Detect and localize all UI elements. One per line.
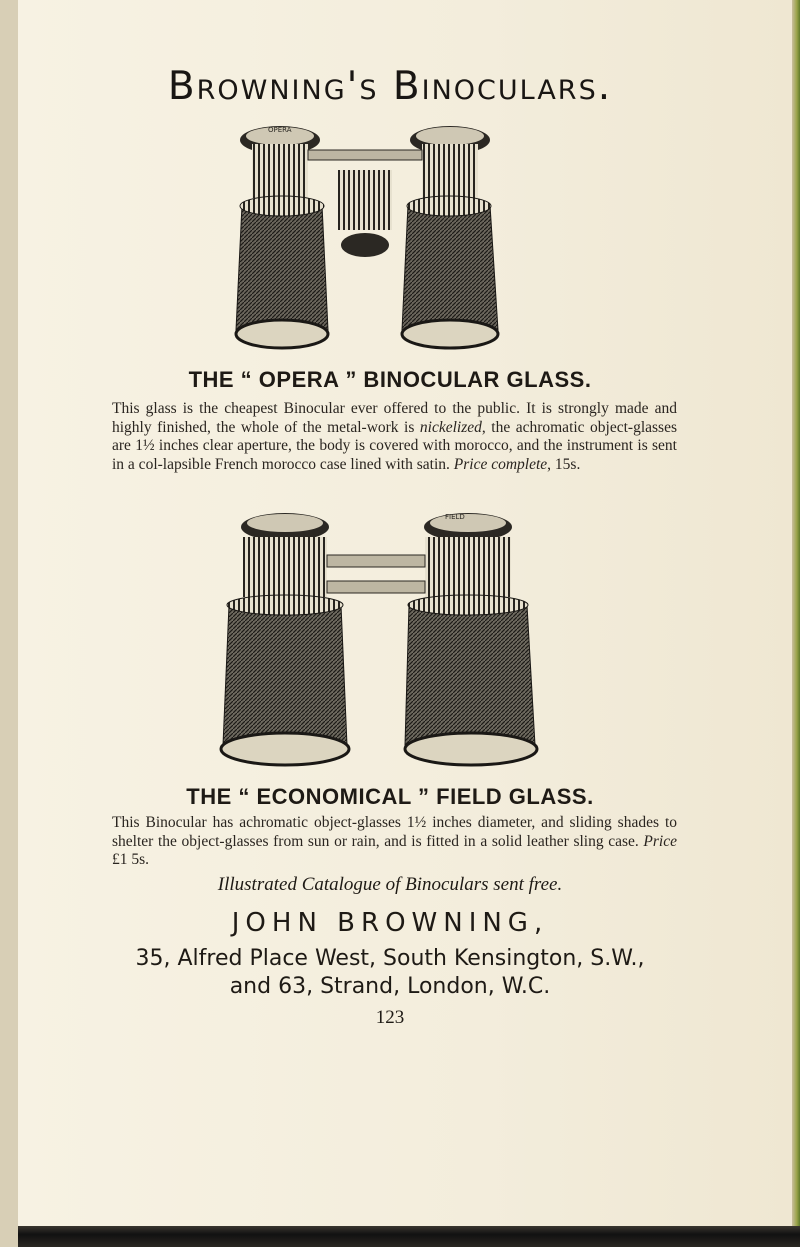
- field-heading: THE “ ECONOMICAL ” FIELD GLASS.: [186, 784, 594, 809]
- maker-name: JOHN BROWNING,: [231, 908, 549, 938]
- page-number: 123: [375, 1007, 405, 1028]
- field-description: This Binocular has achromatic object-glasses 1½ inches diameter, and sliding shades to shelter the object-glasses from sun or rain, and is fitted in a solid leather sling case. Price £1 5s.: [112, 814, 677, 868]
- catalogue-notice: Illustrated Catalogue of Binoculars sent free.: [217, 874, 563, 895]
- opera-binocular-illustration: [228, 110, 508, 360]
- opera-engraving-label: OPERA: [268, 126, 292, 134]
- address-line-2: and 63, Strand, London, W.C.: [229, 974, 551, 999]
- address-line-1: 35, Alfred Place West, South Kensington, S.W.,: [135, 946, 645, 971]
- opera-heading: THE “ OPERA ” BINOCULAR GLASS.: [188, 367, 592, 392]
- page-title: Browning's Binoculars.: [167, 64, 613, 109]
- field-binocular-illustration: [213, 505, 553, 775]
- bottom-page-edge: [18, 1226, 800, 1247]
- opera-description: This glass is the cheapest Binocular ever offered to the public. It is strongly made and highly finished, the whole of the metal-work is nickelized, the achromatic object-glasses are 1½ inches clear aperture, the body is covered with morocco, and the instrument is sent in a col-lapsible French morocco case lined with satin. Price complete, 15s.: [112, 400, 678, 473]
- left-page-edge: [0, 0, 18, 1247]
- field-engraving-label: FIELD: [445, 513, 465, 521]
- right-page-edge: [792, 0, 800, 1247]
